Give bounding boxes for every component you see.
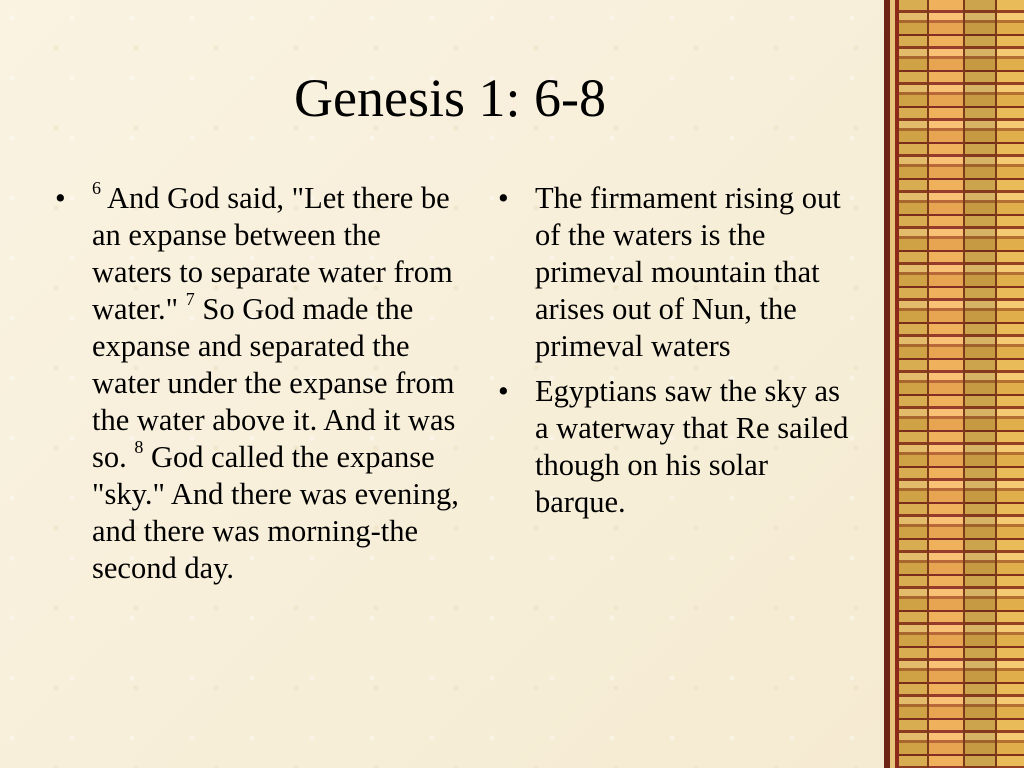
verse-7-text: So God made the expanse and separated the water under the expanse from the water above it. And it was so.	[92, 292, 456, 474]
border-band	[899, 0, 927, 768]
commentary-text-2: Egyptians saw the sky as a waterway that Re sailed though on his solar barque.	[535, 374, 849, 519]
commentary-text-1: The firmament rising out of the waters is the primeval mountain that arises out of Nun, the primeval waters	[535, 181, 841, 363]
verse-8-text: God called the expanse "sky." And there was evening, and there was morning-the second day.	[92, 440, 459, 585]
left-column	[55, 177, 465, 595]
bullet-icon: •	[55, 181, 66, 215]
right-column	[498, 180, 858, 529]
border-band	[965, 0, 995, 768]
hieroglyph-border-icon	[884, 0, 1024, 768]
scripture-bullet	[55, 177, 465, 587]
border-band	[929, 0, 963, 768]
scripture-text	[92, 177, 459, 585]
bullet-icon: •	[498, 181, 509, 215]
slide-title: Genesis 1: 6-8	[294, 68, 606, 128]
verse-number-6: 6	[92, 177, 101, 198]
verse-number-7: 7	[185, 288, 195, 309]
border-band	[997, 0, 1024, 768]
commentary-bullet-1	[498, 180, 858, 365]
commentary-bullet-2	[498, 373, 858, 521]
bullet-icon: •	[498, 374, 509, 408]
verse-6-text: And God said, "Let there be an expanse between the waters to separate water from water."	[92, 181, 453, 326]
verse-number-8: 8	[134, 436, 144, 457]
